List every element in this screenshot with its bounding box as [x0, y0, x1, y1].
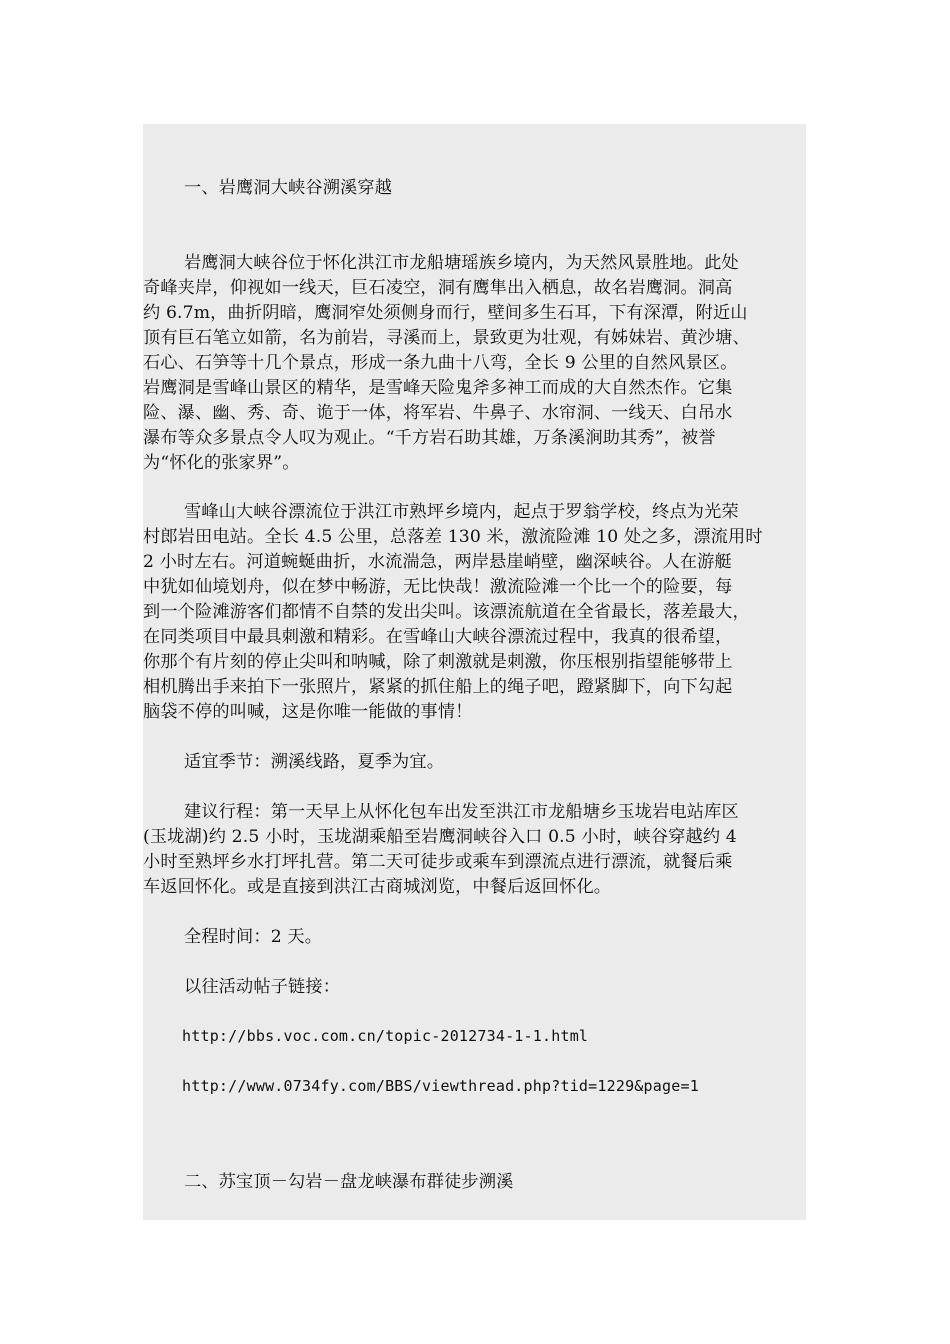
- section-heading-2: 二、苏宝顶－勾岩－盘龙峡瀑布群徒步溯溪: [184, 1172, 514, 1192]
- itinerary-line-1: 建议行程：第一天早上从怀化包车出发至洪江市龙船塘乡玉垅岩电站库区: [184, 802, 739, 822]
- para1-line-9: 为“怀化的张家界”。: [143, 453, 300, 473]
- para2-line-6: 在同类项目中最具刺激和精彩。在雪峰山大峡谷漂流过程中，我真的很希望，: [143, 627, 733, 647]
- para1-line-1: 岩鹰洞大峡谷位于怀化洪江市龙船塘瑶族乡境内，为天然风景胜地。此处: [184, 253, 739, 273]
- duration-line: 全程时间：2 天。: [184, 927, 323, 947]
- itinerary-line-4: 车返回怀化。或是直接到洪江古商城浏览，中餐后返回怀化。: [143, 877, 612, 897]
- para1-line-2: 奇峰夹岸，仰视如一线天，巨石凌空，洞有鹰隼出入栖息，故名岩鹰洞。洞高: [143, 278, 733, 298]
- para2-line-4: 中犹如仙境划舟，似在梦中畅游，无比快哉！激流险滩一个比一个的险要，每: [143, 577, 733, 597]
- para1-line-7: 险、瀑、幽、秀、奇、诡于一体，将军岩、牛鼻子、水帘洞、一线天、白吊水: [143, 403, 733, 423]
- itinerary-line-3: 小时至熟坪乡水打坪扎营。第二天可徒步或乘车到漂流点进行漂流，就餐后乘: [143, 852, 733, 872]
- links-label: 以往活动帖子链接：: [184, 977, 341, 997]
- forum-link-2[interactable]: http://www.0734fy.com/BBS/viewthread.php?tid=1229&page=1: [182, 1077, 699, 1095]
- itinerary-line-2: (玉垅湖)约 2.5 小时，玉垅湖乘船至岩鹰洞峡谷入口 0.5 小时，峡谷穿越约 4: [143, 827, 737, 847]
- para1-line-5: 石心、石笋等十几个景点，形成一条九曲十八弯，全长 9 公里的自然风景区。: [143, 353, 738, 373]
- para2-line-8: 相机腾出手来拍下一张照片，紧紧的抓住船上的绳子吧，蹬紧脚下，向下勾起: [143, 677, 733, 697]
- para1-line-4: 顶有巨石笔立如箭，名为前岩，寻溪而上，景致更为壮观，有姊妹岩、黄沙塘、: [143, 328, 750, 348]
- para2-line-9: 脑袋不停的叫喊，这是你唯一能做的事情！: [143, 702, 473, 722]
- para2-line-5: 到一个险滩游客们都情不自禁的发出尖叫。该漂流航道在全省最长，落差最大，: [143, 602, 750, 622]
- para2-line-7: 你那个有片刻的停止尖叫和呐喊，除了刺激就是刺激，你压根别指望能够带上: [143, 652, 733, 672]
- para1-line-3: 约 6.7m，曲折阴暗，鹰洞窄处须侧身而行，壁间多生石耳，下有深潭，附近山: [143, 303, 748, 323]
- para1-line-6: 岩鹰洞是雪峰山景区的精华，是雪峰天险鬼斧多神工而成的大自然杰作。它集: [143, 378, 733, 398]
- section-heading-1: 一、岩鹰洞大峡谷溯溪穿越: [184, 178, 393, 198]
- para2-line-2: 村郎岩田电站。全长 4.5 公里，总落差 130 米，激流险滩 10 处之多，漂流用时: [143, 527, 763, 547]
- para2-line-1: 雪峰山大峡谷漂流位于洪江市熟坪乡境内，起点于罗翁学校，终点为光荣: [184, 502, 739, 522]
- forum-link-1[interactable]: http://bbs.voc.com.cn/topic-2012734-1-1.html: [182, 1027, 589, 1045]
- season-line: 适宜季节：溯溪线路，夏季为宜。: [184, 752, 445, 772]
- para2-line-3: 2 小时左右。河道蜿蜒曲折，水流湍急，两岸悬崖峭壁，幽深峡谷。人在游艇: [143, 552, 732, 572]
- para1-line-8: 瀑布等众多景点令人叹为观止。“千方岩石助其雄，万条溪涧助其秀”，被誉: [143, 428, 716, 448]
